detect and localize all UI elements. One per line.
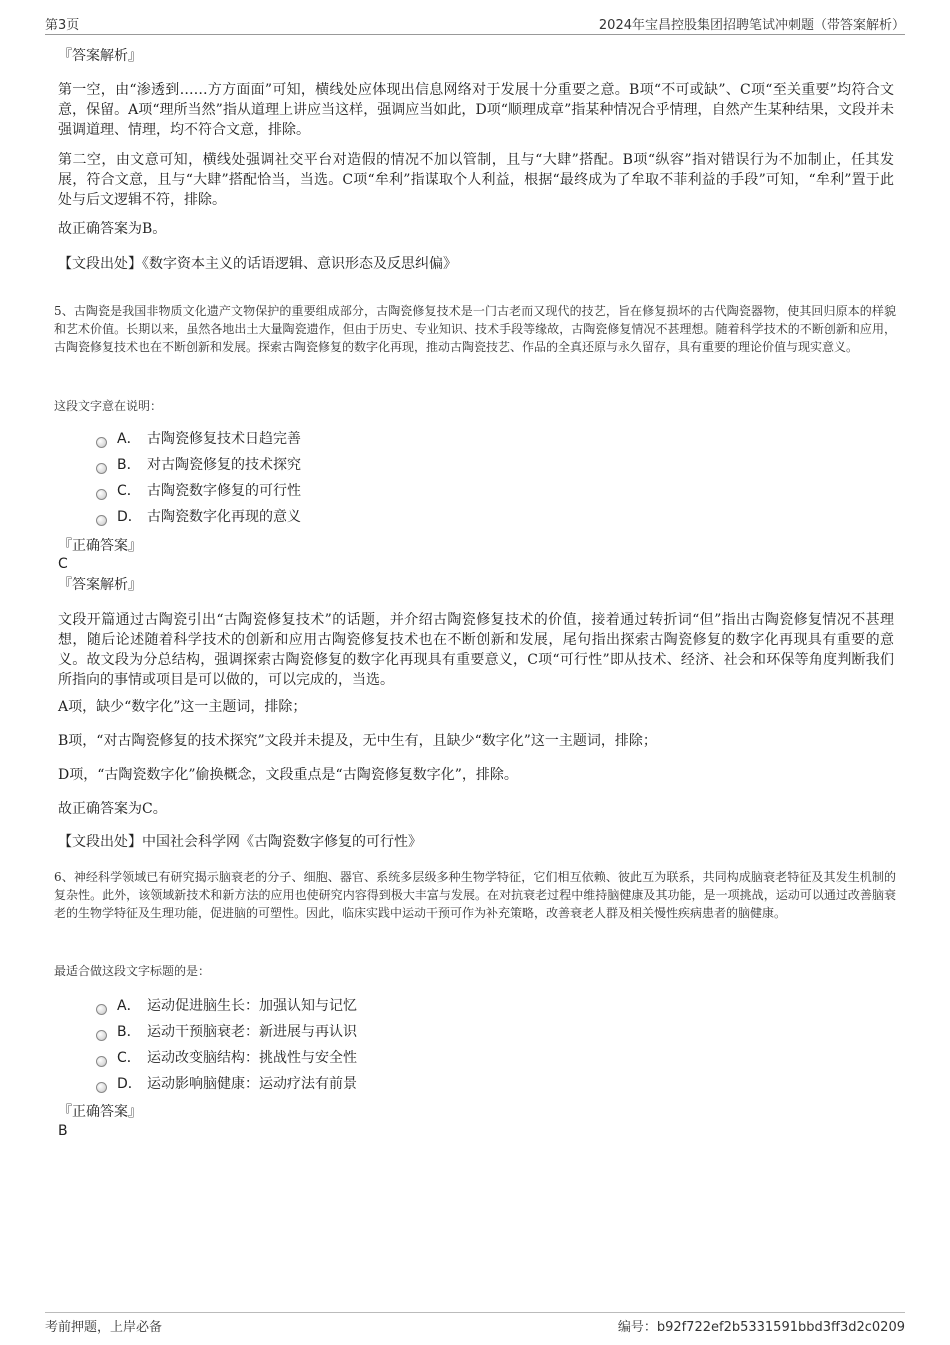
- q6-correct-label: 『正确答案』: [58, 1104, 142, 1120]
- radio-icon[interactable]: [96, 1030, 107, 1041]
- q6-option-b[interactable]: B． 运动干预脑衰老：新进展与再认识: [96, 1021, 357, 1043]
- q4-conclusion: 故正确答案为B。: [58, 221, 167, 237]
- q6-correct-answer: B: [58, 1123, 68, 1139]
- page-header: [45, 12, 905, 35]
- radio-icon[interactable]: [96, 1082, 107, 1093]
- q5-question-text: 5、古陶瓷是我国非物质文化遗产文物保护的重要组成部分，古陶瓷修复技术是一门古老而又现代的技艺，旨在修复损坏的古代陶瓷器物，使其回归原本的样貌和艺术价值。长期以来，虽然各地出土大量陶瓷遗作，但由于历史、专业知识、技术手段等缘故，古陶瓷修复情况不甚理想。随着科学技术的不断创新和应用，古陶瓷修复技术也在不断创新和发展。探索古陶瓷修复的数字化再现，推动古陶瓷技艺、作品的全真还原与永久留存，具有重要的理论价值与现实意义。: [54, 304, 896, 354]
- q5-analysis: 文段开篇通过古陶瓷引出“古陶瓷修复技术”的话题，并介绍古陶瓷修复技术的价值，接着通过转折词“但”指出古陶瓷修复情况不甚理想，随后论述随着科学技术的创新和应用古陶瓷修复技术也在不断创新和发展，尾句指出探索古陶瓷修复的数字化再现具有重要的意义。故文段为分总结构，强调探索古陶瓷修复的数字化再现具有重要意义，C项“可行性”即从技术、经济、社会和环保等角度判断我们所指向的事情或项目是可以做的，可以完成的，当选。: [58, 612, 894, 688]
- q4-source: 【文段出处】《数字资本主义的话语逻辑、意识形态及反思纠偏》: [58, 256, 457, 272]
- footer-slogan: 考前押题，上岸必备: [45, 1320, 163, 1335]
- q4-analysis-para1: 第一空，由“渗透到……方方面面”可知，横线处应体现出信息网络对于发展十分重要之意。B项“不可或缺”、C项“至关重要”均符合文意，保留。A项“理所当然”指从道理上讲应当这样，强调应当如此，D项“顺理成章”指某种情况合乎情理，自然产生某种结果，文段并未强调道理、情理，均不符合文意，排除。: [58, 82, 894, 138]
- q5-analysis-label: 『答案解析』: [58, 577, 142, 593]
- q5-note-a: A项，缺少“数字化”这一主题词，排除；: [58, 699, 307, 715]
- page-footer: [45, 1312, 905, 1337]
- q5-correct-label: 『正确答案』: [58, 538, 142, 554]
- radio-icon[interactable]: [96, 1004, 107, 1015]
- radio-icon[interactable]: [96, 489, 107, 500]
- document-title: 2024年宝昌控股集团招聘笔试冲刺题（带答案解析）: [598, 18, 905, 33]
- q5-note-b: B项，“对古陶瓷修复的技术探究”文段并未提及，无中生有，且缺少“数字化”这一主题词，排除；: [58, 733, 657, 749]
- footer-serial: 编号：b92f722ef2b5331591bbd3ff3d2c0209: [617, 1320, 905, 1335]
- q5-conclusion: 故正确答案为C。: [58, 801, 167, 817]
- q4-analysis-label: 『答案解析』: [58, 48, 142, 64]
- q5-option-c[interactable]: C． 古陶瓷数字修复的可行性: [96, 480, 301, 502]
- radio-icon[interactable]: [96, 437, 107, 448]
- radio-icon[interactable]: [96, 1056, 107, 1067]
- q5-option-b[interactable]: B． 对古陶瓷修复的技术探究: [96, 454, 301, 476]
- q4-analysis-para2: 第二空，由文意可知，横线处强调社交平台对造假的情况不加以管制，且与“大肆”搭配。B项“纵容”指对错误行为不加制止，任其发展，符合文意，且与“大肆”搭配恰当，当选。C项“牟利”指谋取个人利益，根据“最终成为了牟取不菲利益的手段”可知，“牟利”置于此处与后文逻辑不符，排除。: [58, 152, 894, 208]
- q5-option-d[interactable]: D． 古陶瓷数字化再现的意义: [96, 506, 301, 528]
- q5-prompt: 这段文字意在说明：: [54, 399, 163, 413]
- q6-option-a[interactable]: A． 运动促进脑生长：加强认知与记忆: [96, 995, 357, 1017]
- radio-icon[interactable]: [96, 515, 107, 526]
- q6-prompt: 最适合做这段文字标题的是：: [54, 964, 211, 978]
- q5-note-d: D项，“古陶瓷数字化”偷换概念，文段重点是“古陶瓷修复数字化”，排除。: [58, 767, 518, 783]
- radio-icon[interactable]: [96, 463, 107, 474]
- q5-option-a[interactable]: A． 古陶瓷修复技术日趋完善: [96, 428, 301, 450]
- page-number: 第3页: [45, 18, 80, 33]
- q6-question-text: 6、神经科学领域已有研究揭示脑衰老的分子、细胞、器官、系统多层级多种生物学特征，它们相互依赖、彼此互为联系，共同构成脑衰老特征及其发生机制的复杂性。此外，该领域新技术和新方法的应用也使研究内容得到极大丰富与发展。在对抗衰老过程中维持脑健康及其功能，是一项挑战，运动可以通过改善脑衰老的生物学特征及生理功能，促进脑的可塑性。因此，临床实践中运动干预可作为补充策略，改善衰老人群及相关慢性疾病患者的脑健康。: [54, 870, 896, 920]
- q6-option-d[interactable]: D． 运动影响脑健康：运动疗法有前景: [96, 1073, 357, 1095]
- q5-correct-answer: C: [58, 556, 68, 572]
- q6-option-c[interactable]: C． 运动改变脑结构：挑战性与安全性: [96, 1047, 357, 1069]
- q5-source: 【文段出处】中国社会科学网《古陶瓷数字修复的可行性》: [58, 834, 422, 850]
